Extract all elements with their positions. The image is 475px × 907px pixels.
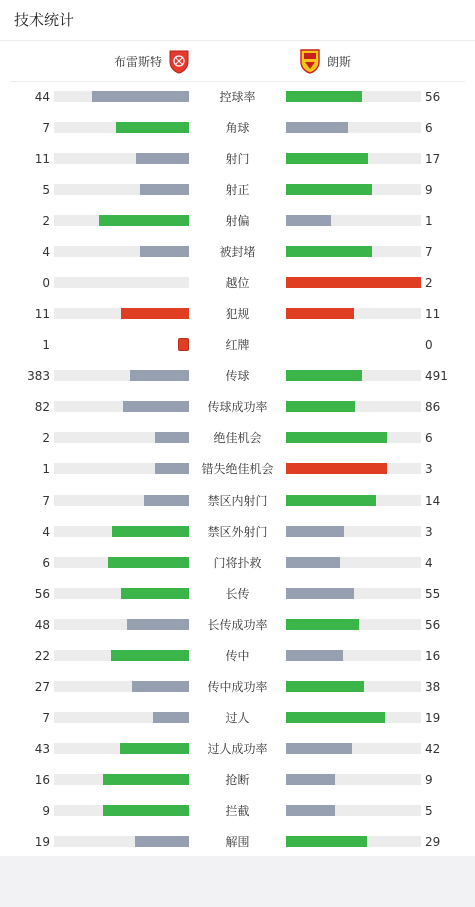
- away-bar-track: [286, 246, 421, 257]
- home-value: 1: [42, 338, 50, 353]
- away-bar-track: [286, 619, 421, 630]
- stat-row: [0, 801, 475, 821]
- away-bar: [286, 712, 385, 723]
- away-value: 86: [425, 400, 441, 415]
- home-bar-track: [54, 650, 189, 661]
- stat-row: [0, 366, 475, 386]
- home-value: 11: [34, 152, 50, 167]
- away-bar-track: [286, 277, 421, 288]
- stat-row: [0, 491, 475, 511]
- away-bar-track: [286, 215, 421, 226]
- stat-label: 射门: [225, 152, 250, 167]
- stat-label: 长传成功率: [207, 617, 268, 632]
- home-bar: [130, 370, 189, 381]
- home-bar: [121, 308, 189, 319]
- away-value: 3: [425, 462, 433, 477]
- stat-row: [0, 87, 475, 107]
- home-bar: [155, 432, 189, 443]
- stat-row: [0, 770, 475, 790]
- home-value: 6: [42, 555, 50, 570]
- stat-label: 过人成功率: [207, 741, 268, 756]
- stat-row: [0, 459, 475, 479]
- page-title: 技术统计: [14, 11, 75, 29]
- home-bar: [116, 122, 189, 133]
- stat-label: 传球成功率: [207, 400, 268, 415]
- stat-label: 抢断: [225, 772, 250, 787]
- away-bar: [286, 277, 421, 288]
- away-value: 6: [425, 431, 433, 446]
- away-bar: [286, 619, 359, 630]
- home-value: 19: [34, 834, 50, 849]
- stat-row: [0, 273, 475, 293]
- away-value: 4: [425, 555, 433, 570]
- home-bar: [103, 774, 189, 785]
- away-value: 17: [425, 152, 441, 167]
- home-bar-track: [54, 526, 189, 537]
- away-bar: [286, 526, 344, 537]
- stat-label: 越位: [225, 276, 250, 291]
- home-team-name: 布雷斯特: [114, 54, 163, 69]
- stat-row: [0, 584, 475, 604]
- away-bar: [286, 91, 362, 102]
- away-bar-track: [286, 712, 421, 723]
- stat-label: 禁区外射门: [207, 524, 268, 539]
- away-bar: [286, 743, 352, 754]
- stat-label: 禁区内射门: [207, 493, 268, 508]
- home-value: 0: [42, 276, 50, 291]
- away-bar-track: [286, 370, 421, 381]
- away-bar-track: [286, 743, 421, 754]
- home-bar: [112, 526, 189, 537]
- home-bar: [99, 215, 189, 226]
- home-bar-track: [54, 308, 189, 319]
- away-bar: [286, 836, 367, 847]
- home-value: 11: [34, 307, 50, 322]
- away-bar-track: [286, 401, 421, 412]
- stat-label: 传球: [225, 369, 250, 384]
- away-bar: [286, 557, 340, 568]
- stat-label: 控球率: [219, 90, 256, 104]
- away-bar-track: [286, 91, 421, 102]
- home-value: 383: [27, 369, 50, 384]
- home-bar: [123, 401, 189, 412]
- home-bar: [127, 619, 189, 630]
- stat-row: [0, 118, 475, 138]
- away-value: 55: [425, 586, 441, 601]
- away-bar-track: [286, 588, 421, 599]
- away-team: [293, 46, 351, 76]
- away-bar: [286, 122, 348, 133]
- stat-label: 解围: [225, 834, 250, 849]
- away-bar: [286, 681, 364, 692]
- stat-row: [0, 708, 475, 728]
- away-value: 6: [425, 121, 433, 136]
- home-value: 82: [34, 400, 50, 415]
- stat-label: 绝佳机会: [213, 431, 262, 446]
- away-bar: [286, 246, 372, 257]
- away-bar: [286, 370, 362, 381]
- stat-label: 长传: [225, 586, 250, 601]
- divider: [10, 81, 465, 82]
- home-bar-track: [54, 122, 189, 133]
- away-bar-track: [286, 153, 421, 164]
- stat-label: 犯规: [225, 307, 250, 322]
- away-value: 11: [425, 307, 441, 322]
- stat-row: [0, 211, 475, 231]
- home-bar-track: [54, 432, 189, 443]
- stat-row: [0, 335, 475, 355]
- home-team: [114, 46, 196, 76]
- home-bar-track: [54, 495, 189, 506]
- stat-label: 门将扑救: [213, 555, 262, 570]
- away-value: 5: [425, 803, 433, 818]
- stat-label: 传中: [225, 648, 250, 663]
- stat-row: [0, 180, 475, 200]
- home-bar-track: [54, 619, 189, 630]
- stat-row: [0, 242, 475, 262]
- stat-row: [0, 832, 475, 852]
- home-bar-track: [54, 743, 189, 754]
- home-value: 44: [34, 90, 50, 104]
- home-bar: [120, 743, 189, 754]
- away-bar: [286, 650, 343, 661]
- away-bar: [286, 805, 335, 816]
- away-bar-track: [286, 184, 421, 195]
- away-team-name: 朗斯: [327, 54, 352, 69]
- stat-row: [0, 304, 475, 324]
- away-value: 0: [425, 338, 433, 353]
- away-bar-track: [286, 122, 421, 133]
- home-value: 9: [42, 803, 50, 818]
- away-value: 19: [425, 710, 441, 725]
- away-bar: [286, 401, 355, 412]
- home-value: 2: [42, 214, 50, 229]
- home-value: 7: [42, 710, 50, 725]
- home-bar: [132, 681, 189, 692]
- away-bar-track: [286, 650, 421, 661]
- away-bar-track: [286, 805, 421, 816]
- home-bar-track: [54, 836, 189, 847]
- stat-label: 射偏: [225, 214, 250, 229]
- stat-label: 射正: [225, 183, 250, 198]
- away-bar: [286, 432, 387, 443]
- home-bar-track: [54, 370, 189, 381]
- away-bar-track: [286, 432, 421, 443]
- home-bar: [108, 557, 189, 568]
- away-bar: [286, 184, 372, 195]
- away-value: 56: [425, 90, 441, 104]
- away-bar-track: [286, 557, 421, 568]
- away-value: 16: [425, 648, 441, 663]
- stat-label: 错失绝佳机会: [201, 462, 274, 477]
- away-bar-track: [286, 526, 421, 537]
- away-bar: [286, 774, 335, 785]
- lens-crest-icon: [299, 48, 321, 74]
- home-bar-track: [54, 277, 189, 288]
- home-value: 16: [34, 772, 50, 787]
- stat-row: [0, 677, 475, 697]
- away-value: 29: [425, 834, 441, 849]
- stat-row: [0, 615, 475, 635]
- stat-row: [0, 428, 475, 448]
- home-bar-track: [54, 805, 189, 816]
- away-bar: [286, 308, 354, 319]
- stat-row: [0, 149, 475, 169]
- home-bar-track: [54, 774, 189, 785]
- away-bar: [286, 463, 387, 474]
- away-bar: [286, 215, 331, 226]
- stat-row: [0, 397, 475, 417]
- home-bar-track: [54, 463, 189, 474]
- home-bar: [155, 463, 189, 474]
- home-value: 22: [34, 648, 50, 663]
- home-bar: [92, 91, 189, 102]
- away-bar-track: [286, 774, 421, 785]
- home-bar: [136, 153, 189, 164]
- home-bar-track: [54, 184, 189, 195]
- away-bar-track: [286, 463, 421, 474]
- home-bar: [111, 650, 189, 661]
- stat-label: 红牌: [225, 338, 250, 353]
- away-value: 1: [425, 214, 433, 229]
- home-value: 1: [42, 462, 50, 477]
- home-bar: [103, 805, 189, 816]
- home-value: 43: [34, 741, 50, 756]
- home-bar-track: [54, 91, 189, 102]
- away-value: 3: [425, 524, 433, 539]
- home-value: 4: [42, 524, 50, 539]
- home-value: 5: [42, 183, 50, 198]
- away-value: 56: [425, 617, 441, 632]
- away-value: 14: [425, 493, 441, 508]
- home-bar-track: [54, 712, 189, 723]
- stat-label: 拦截: [225, 803, 250, 818]
- away-bar-track: [286, 495, 421, 506]
- home-bar-track: [54, 557, 189, 568]
- away-bar: [286, 588, 354, 599]
- away-value: 2: [425, 276, 433, 291]
- away-value: 9: [425, 183, 433, 198]
- home-bar-track: [54, 153, 189, 164]
- home-value: 2: [42, 431, 50, 446]
- home-bar: [121, 588, 189, 599]
- stat-label: 过人: [225, 710, 250, 725]
- away-bar-track: [286, 836, 421, 847]
- away-value: 9: [425, 772, 433, 787]
- home-bar-track: [54, 588, 189, 599]
- home-bar-track: [54, 401, 189, 412]
- home-bar: [140, 246, 189, 257]
- home-value: 27: [34, 679, 50, 694]
- home-value: 7: [42, 121, 50, 136]
- away-value: 38: [425, 679, 441, 694]
- stat-label: 被封堵: [219, 245, 256, 260]
- stat-label: 传中成功率: [207, 679, 268, 694]
- stat-row: [0, 646, 475, 666]
- divider: [0, 40, 475, 41]
- stat-row: [0, 739, 475, 759]
- stat-row: [0, 553, 475, 573]
- home-value: 7: [42, 493, 50, 508]
- away-value: 491: [425, 369, 448, 384]
- home-bar: [135, 836, 189, 847]
- stat-label: 角球: [225, 121, 250, 136]
- red-card-icon: [178, 338, 189, 351]
- home-value: 4: [42, 245, 50, 260]
- away-value: 7: [425, 245, 433, 260]
- away-bar: [286, 153, 368, 164]
- home-value: 48: [34, 617, 50, 632]
- home-bar-track: [54, 215, 189, 226]
- away-value: 42: [425, 741, 441, 756]
- stat-row: [0, 522, 475, 542]
- away-bar-track: [286, 681, 421, 692]
- home-value: 56: [34, 586, 50, 601]
- home-bar: [144, 495, 189, 506]
- away-bar: [286, 495, 376, 506]
- home-bar: [140, 184, 189, 195]
- footer-area: [0, 856, 475, 907]
- away-bar-track: [286, 308, 421, 319]
- home-bar-track: [54, 246, 189, 257]
- home-bar: [153, 712, 189, 723]
- home-bar-track: [54, 681, 189, 692]
- brest-crest-icon: [168, 48, 190, 74]
